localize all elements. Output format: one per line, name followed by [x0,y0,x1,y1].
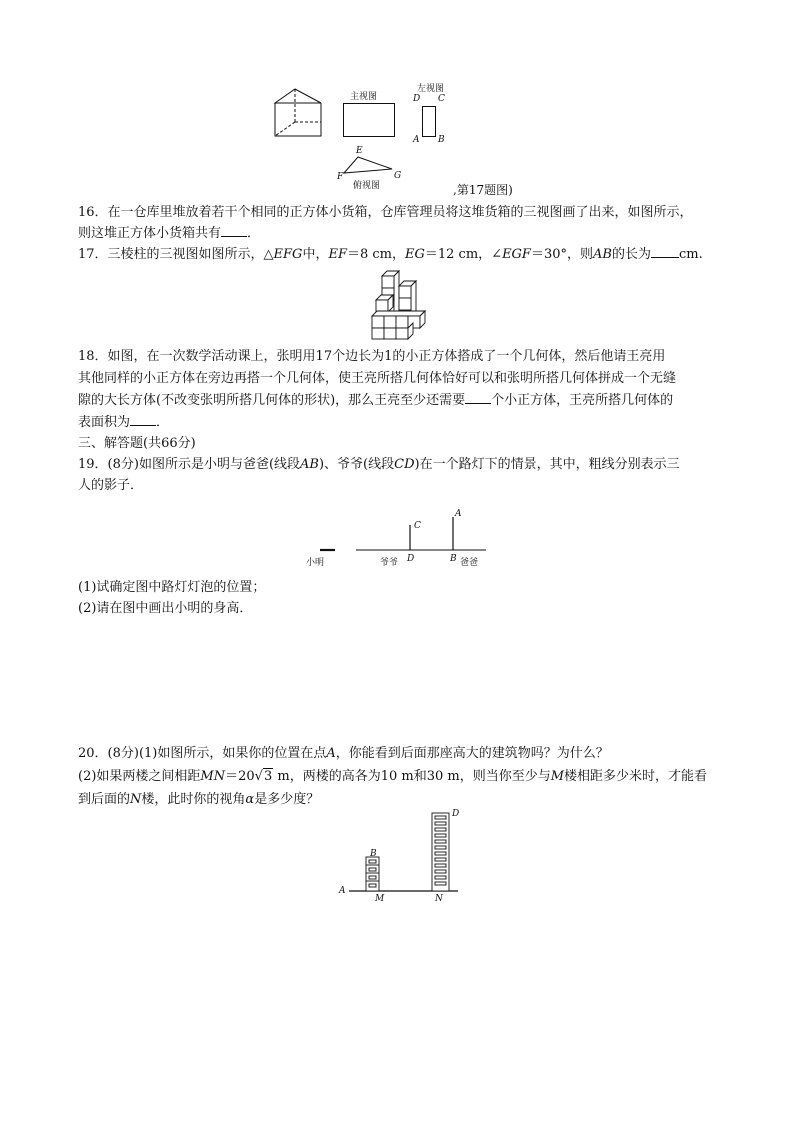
q19-part: )、爷爷(线段 [318,457,395,472]
question-19-subparts [78,577,728,619]
q20-var: M [550,769,565,784]
cube-stack-figure [368,268,430,342]
sqrt-symbol: √3 [254,769,273,784]
q20-point-D: D [452,809,460,819]
q20-part: 是多少度？ [254,792,320,807]
q18-line: 其他同样的小正方体在旁边再搭一个几何体，使王亮所搭几何体恰好可以和张明所搭几何体拼成一个无缝 [78,371,677,386]
q17-part: ＝30°，则 [530,247,594,262]
q17-part: ＝8 cm， [346,247,405,262]
question-20 [78,742,728,811]
q20-var: A [326,746,336,761]
q17-part: cm. [678,247,703,262]
q20-point-B: B [370,849,377,859]
fig17-caption: ,第17题图) [453,183,513,197]
q17-var: AB [593,247,612,262]
q19-sub1: (1)试确定图中路灯灯泡的位置； [78,580,266,595]
q20-part: (2)如果两楼之间相距 [78,769,201,784]
q20-var: N [130,792,142,807]
q20-point-N: N [435,894,443,904]
q20-part: 到后面的 [78,792,131,807]
point-B-label: B [438,135,445,145]
sqrt-radicand: 3 [263,769,273,784]
q18-line: 个小正方体，王亮所搭几何体的 [491,393,674,408]
q19-point-A: A [455,509,462,519]
question-18 [78,346,728,434]
point-D-label: D [413,94,421,104]
q20-part: 楼相距多少米时，才能看 [564,769,708,784]
q18-line: ． [156,415,170,430]
front-view-rect [343,103,395,137]
q20-var: α [245,792,255,807]
q20-point-A: A [339,886,346,896]
q18-line: 隙的大长方体(不改变张明所搭几何体的形状)，那么王亮至少还需要 [78,393,466,408]
q20-part: m，两楼的高各为10 m和30 m，则当你至少与 [273,769,551,784]
point-A-label: A [413,135,420,145]
front-view-label: 主视图 [350,92,378,102]
question-16 [78,202,728,244]
dad-label: 爸爸 [460,558,479,568]
question-17 [78,244,728,265]
question-19 [78,454,728,496]
point-E-label: E [356,146,363,156]
q17-var: EG [405,247,425,262]
q17-part: 17．三棱柱的三视图如图所示，△ [78,247,274,262]
q18-line: 表面积为 [78,415,131,430]
q19-sub2: (2)请在图中画出小明的身高． [78,601,253,616]
q16-text: 16．在一仓库里堆放着若干个相同的正方体小货箱，仓库管理员将这堆货箱的三视图画了出来，如图所示， [78,205,693,220]
left-view-rect [422,106,436,137]
xiaoming-label: 小明 [306,558,325,568]
q20-part: ＝20 [225,769,255,784]
q16-text2: 则这堆正方体小货箱共有 [78,226,222,241]
q19-part: 人的影子． [78,478,144,493]
q20-part: ，你能看到后面那座高大的建筑物吗？为什么？ [335,746,609,761]
q19-point-D: D [407,554,415,564]
q19-var: AB [300,457,319,472]
q17-part: 的长为 [611,247,651,262]
q20-part: 20．(8分)(1)如图所示，如果你的位置在点 [78,746,327,761]
q19-part: 19．(8分)如图所示是小明与爸爸(线段 [78,457,301,472]
q18-answer-blank-1 [465,390,491,404]
q19-point-B: B [450,554,457,564]
q18-answer-blank-2 [130,412,156,426]
q19-point-C: C [414,521,421,531]
q17-var: EGF [502,247,531,262]
top-view-label: 俯视图 [353,181,381,191]
q20-point-M: M [375,894,385,904]
q20-part: 楼，此时你的视角 [141,792,246,807]
point-F-label: F [337,172,344,182]
grandpa-label: 爷爷 [380,558,399,568]
point-C-label: C [438,94,445,104]
q17-var: EFG [273,247,303,262]
top-view-triangle [340,155,400,177]
section-3-heading: 三、解答题(共66分) [78,436,196,451]
q17-answer-blank [651,244,679,258]
q17-var: EF [328,247,347,262]
triangular-prism-figure [270,86,330,140]
q19-part: )在一个路灯下的情景，其中，粗线分别表示三 [414,457,680,472]
q17-part: ＝12 cm，∠ [424,247,503,262]
left-view-label: 左视图 [417,84,445,94]
q16-end: ． [247,226,261,241]
q16-answer-blank [221,223,247,237]
point-G-label: G [394,171,402,181]
two-buildings-figure [340,810,470,905]
q18-line: 18．如图，在一次数学活动课上，张明用17个边长为1的小正方体搭成了一个几何体，然后他请王亮用 [78,349,666,364]
q19-var: CD [394,457,415,472]
q20-var: MN [200,769,226,784]
q17-part: 中， [302,247,329,262]
